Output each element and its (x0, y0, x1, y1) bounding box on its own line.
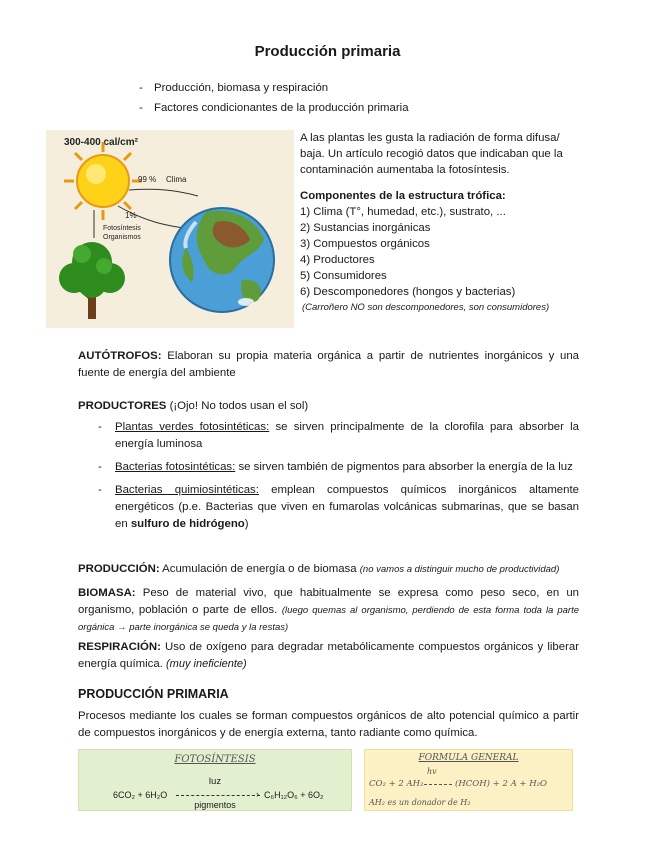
section-heading: PRODUCCIÓN PRIMARIA (78, 687, 229, 701)
topic-item: - Producción, biomasa y respiración (139, 78, 409, 98)
formula-box (364, 749, 573, 811)
clima-arrow (129, 189, 198, 196)
productor-term: Bacterias quimiosintéticas: (115, 484, 259, 496)
productor-term: Bacterias fotosintéticas: (115, 461, 236, 473)
produccion-text: Acumulación de energía o de biomasa (159, 563, 360, 575)
biomasa-text: Peso de material vivo, que habitualmente se expresa como peso seco, en un organismo, población o parte de ellos. (78, 587, 579, 616)
foto-label-2: Organismos (103, 234, 141, 241)
autotrofos-paragraph (78, 348, 579, 382)
foto-label-1: Fotosíntesis (103, 225, 141, 232)
arrow-head: › (256, 789, 259, 799)
component-item: 4) Productores (300, 254, 375, 266)
side-text (300, 130, 582, 316)
topic-list (139, 78, 409, 118)
respiracion-text: Uso de oxígeno para degradar metabólicamente compuestos orgánicos y liberar energía química. (78, 641, 579, 670)
productores-list (78, 419, 579, 533)
energy-illustration (46, 130, 294, 328)
productores-note: (¡Ojo! No todos usan el sol) (166, 400, 309, 412)
productores-section (78, 398, 579, 539)
autotrofos-text: Elaboran su propia materia orgánica a partir de nutrientes inorgánicos y una fuente de energía del ambiente (78, 350, 579, 379)
productor-bold: sulfuro de hidrógeno (130, 518, 245, 530)
formula-reactants: CO₂ + 2 AH₂ (369, 779, 424, 789)
topic-item: - Factores condicionantes de la producción primaria (139, 98, 409, 118)
pigment-label: pigmentos (194, 800, 236, 810)
produccion-label: PRODUCCIÓN: (78, 563, 160, 575)
component-item: 6) Descomponedores (hongos y bacterias) (300, 286, 516, 298)
products: C₆H₁₂O₆ + 6O₂ (264, 790, 324, 800)
productor-item (78, 459, 579, 476)
component-item: 3) Compuestos orgánicos (300, 238, 430, 250)
produccion-note: (no vamos a distinguir mucho de productividad) (359, 564, 560, 575)
productor-end: ) (244, 518, 249, 530)
productor-text: se sirven también de pigmentos para absorber la energía de la luz (235, 461, 573, 473)
components-note: (Carroñero NO son descomponedores, son consumidores) (302, 302, 550, 313)
formula-note: AH₂ es un donador de H₂ (369, 798, 471, 807)
formula-title: FORMULA GENERAL (418, 753, 519, 763)
component-item: 5) Consumidores (300, 270, 387, 282)
formula-products: (HCOH) + 2 A + H₂O (455, 779, 548, 789)
productor-text: se sirven principalmente de la clorofila para absorber la energía luminosa (115, 421, 580, 450)
respiracion-note: (muy ineficiente) (166, 658, 247, 670)
productor-text: emplean compuestos químicos inorgánicos altamente energéticos (p.e. Bacterias que viven en fumarolas volcánicas submarinas, que se basan en (115, 484, 579, 530)
photosynthesis-title: FOTOSÍNTESIS (174, 754, 256, 765)
clima-pct: 99 % (138, 175, 157, 184)
reaction-arrow (176, 795, 260, 796)
produccion-paragraph (78, 561, 579, 578)
formula-arrow (424, 784, 452, 785)
productor-item (78, 482, 579, 533)
tree-icon (59, 242, 125, 319)
energy-figure (46, 130, 294, 328)
biomasa-paragraph (78, 585, 579, 636)
sun-icon (64, 142, 142, 220)
clima-label: Clima (166, 175, 187, 184)
respiracion-paragraph (78, 639, 579, 673)
intro-paragraph: A las plantas les gusta la radiación de forma difusa/ baja. Un artículo recogió datos que indicaban que la contaminación aumentaba la fotosíntesis. (300, 132, 563, 176)
productores-label: PRODUCTORES (78, 400, 167, 412)
earth-icon (170, 208, 274, 312)
photosynthesis-box (78, 749, 352, 811)
component-item: 1) Clima (T°, humedad, etc.), sustrato, ... (300, 206, 506, 218)
foto-pct: 1% (125, 211, 137, 220)
page-title: Producción primaria (254, 43, 401, 60)
components-title: Componentes de la estructura trófica: (300, 190, 506, 202)
biomasa-note: (luego quemas al organismo, perdiendo de esta forma toda la parte orgánica → parte inorgánica se queda y la restas) (78, 605, 579, 633)
productor-item (78, 419, 579, 453)
reactants: 6CO₂ + 6H₂O (113, 790, 168, 800)
produccion-primaria-section (78, 686, 579, 742)
pp-paragraph: Procesos mediante los cuales se forman compuestos orgánicos de alto potencial químico a partir de compuestos inorgánicos y de energía externa, tanto radiante como química. (78, 710, 579, 739)
hv-label: hv (427, 767, 437, 776)
autotrofos-label: AUTÓTROFOS: (78, 350, 162, 362)
light-label: luz (208, 776, 222, 787)
flux-label: 300-400 cal/cm² (64, 137, 138, 148)
productor-term: Plantas verdes fotosintéticas: (115, 421, 270, 433)
respiracion-label: RESPIRACIÓN: (78, 641, 161, 653)
component-item: 2) Sustancias inorgánicas (300, 222, 431, 234)
biomasa-label: BIOMASA: (78, 587, 136, 599)
